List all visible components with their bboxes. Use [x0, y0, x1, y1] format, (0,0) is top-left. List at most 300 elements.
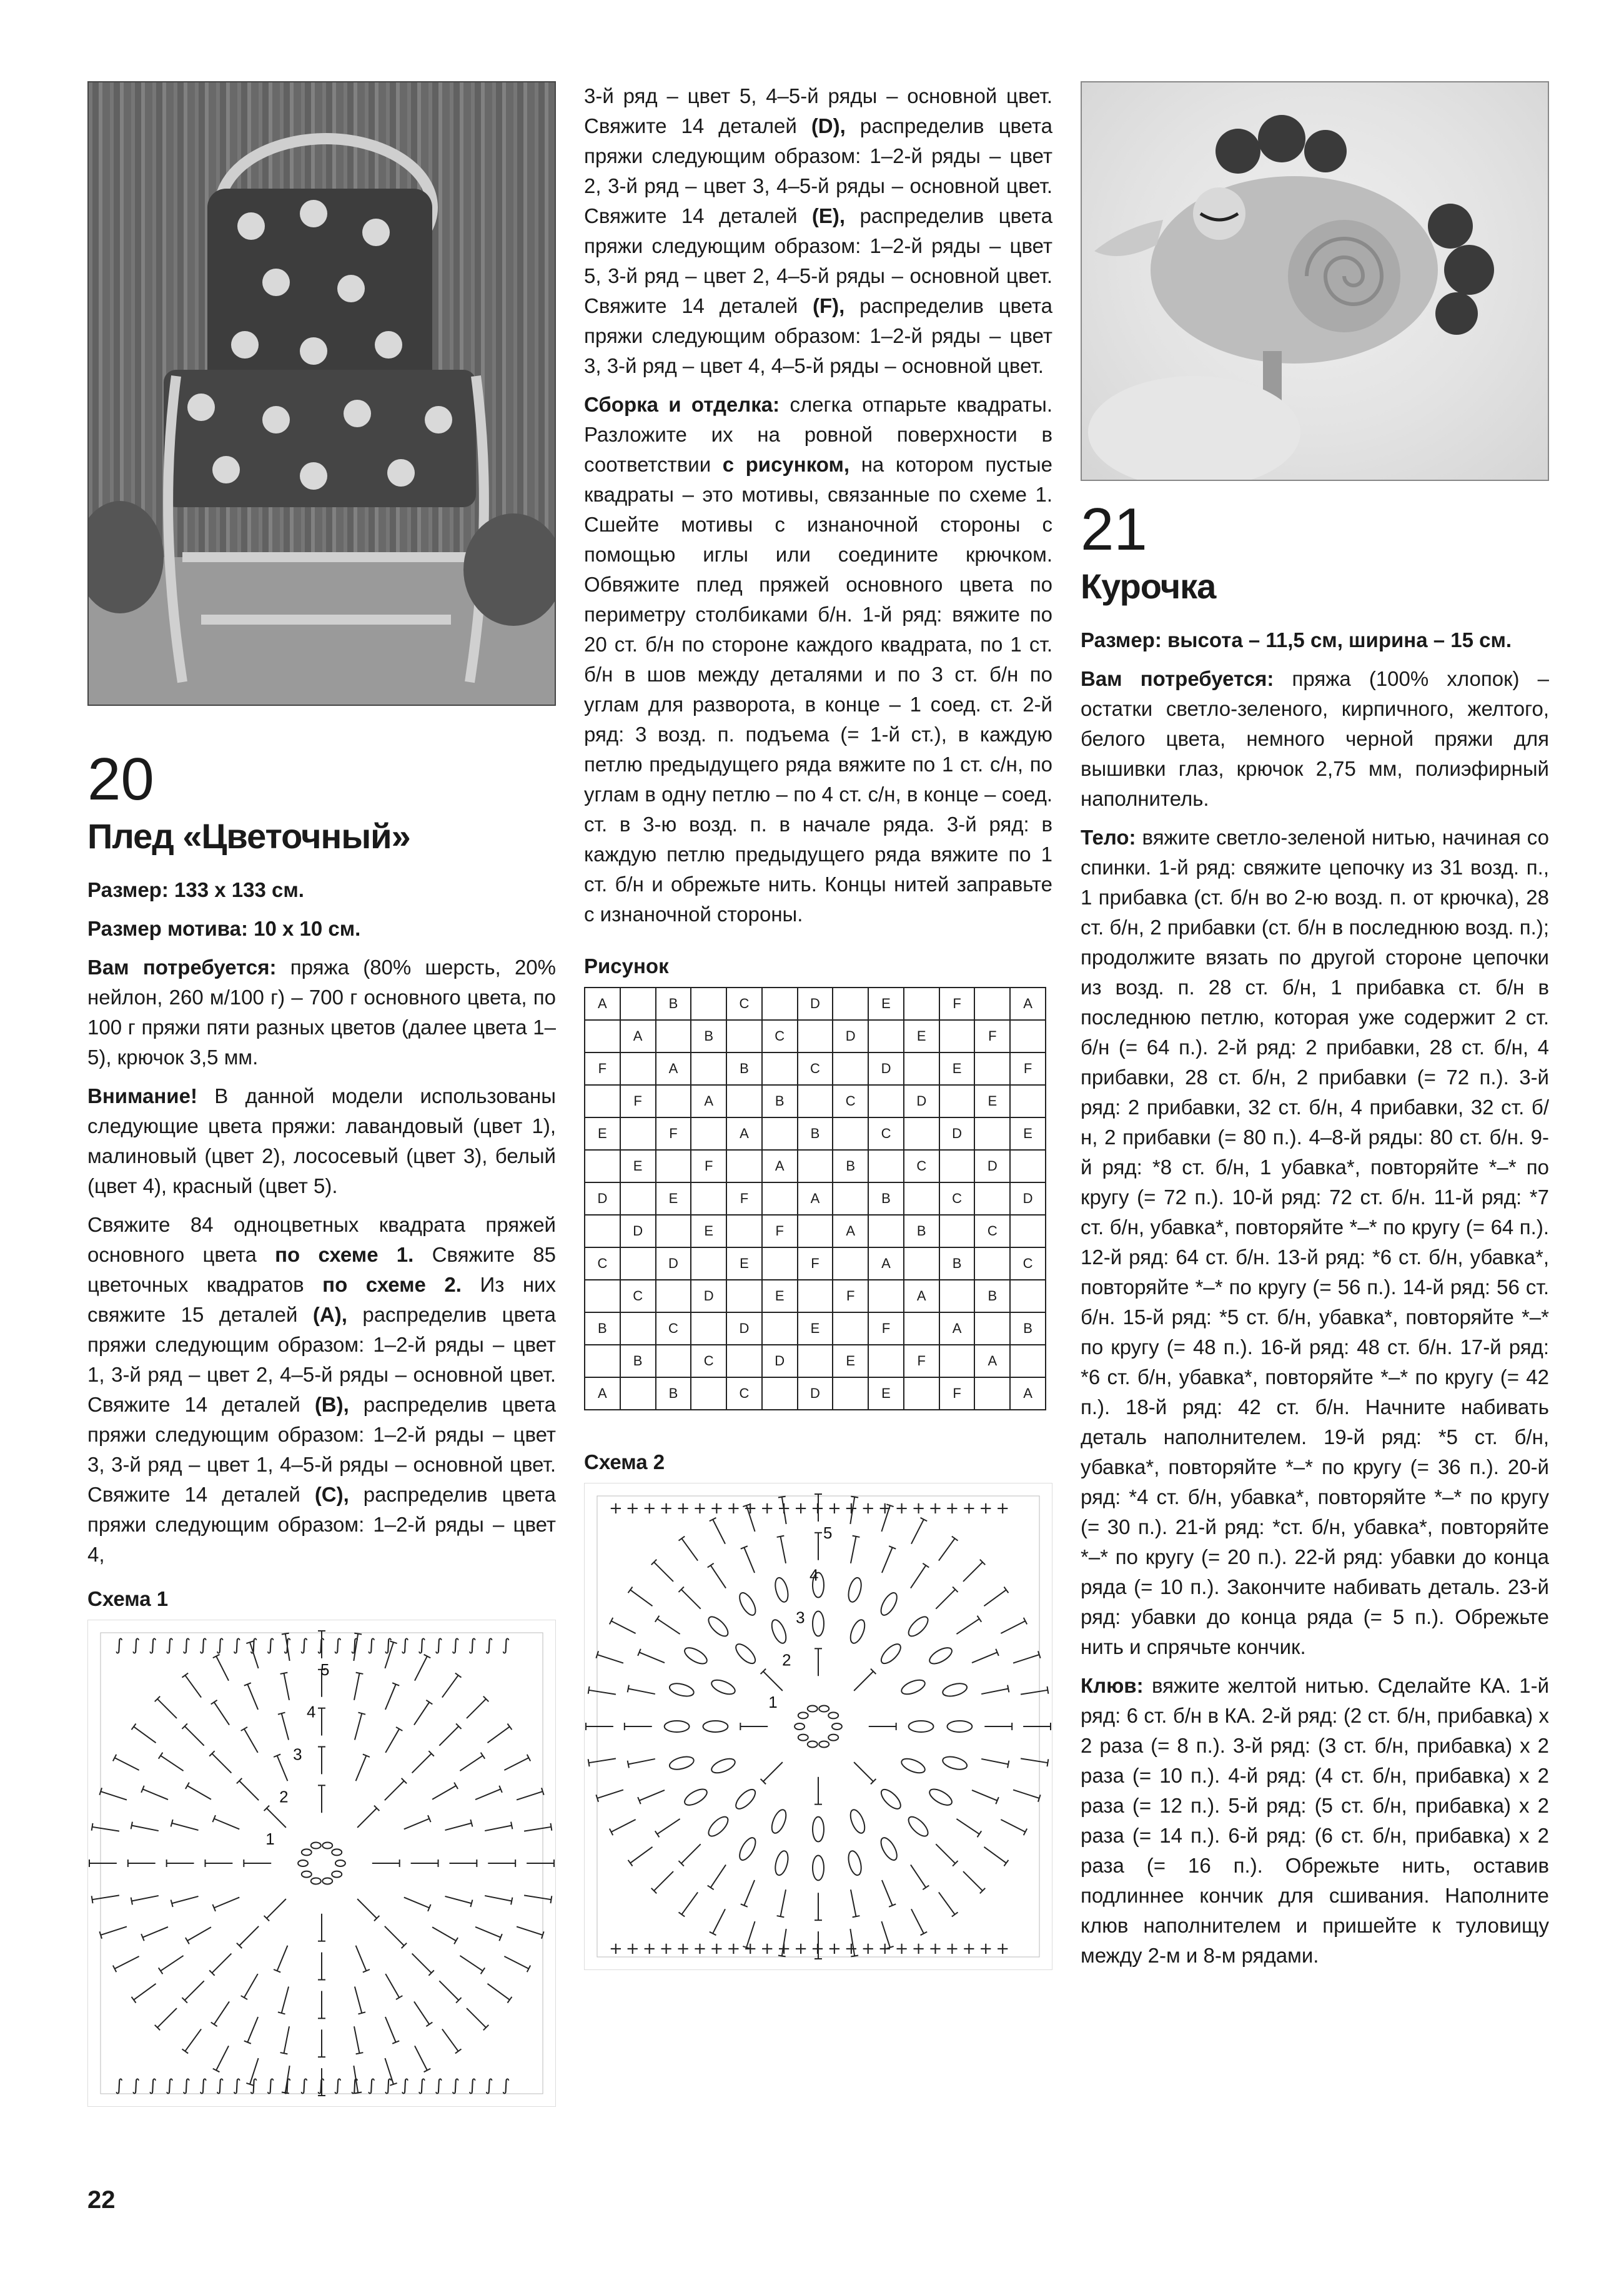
scheme1-diagram — [87, 1620, 556, 2107]
grid-cell — [620, 1377, 656, 1410]
stitch-mark — [475, 1789, 501, 1800]
grid-cell: E — [833, 1345, 868, 1377]
stitch-puff — [848, 1618, 868, 1645]
stitch-mark — [132, 1997, 136, 2003]
stitch-mark — [385, 1729, 399, 1753]
stitch-puff — [668, 1755, 695, 1772]
grid-cell — [762, 1312, 798, 1345]
grid-cell: D — [1010, 1182, 1046, 1215]
stitch-mark — [588, 1686, 590, 1694]
grid-cell — [798, 1280, 833, 1312]
grid-cell: E — [585, 1117, 620, 1150]
chain-stitch — [302, 1849, 312, 1855]
stitch-mark — [504, 1956, 528, 1969]
grid-cell — [833, 1182, 868, 1215]
stitch-puff — [899, 1756, 927, 1776]
edge-stitch: + — [625, 1939, 640, 1959]
item-number: 21 — [1081, 496, 1147, 563]
stitch-mark — [777, 1536, 785, 1537]
chain-stitch — [311, 1878, 321, 1884]
stitch-mark — [385, 1974, 399, 1998]
edge-stitch: ∫ — [434, 2076, 443, 2096]
grid-cell: E — [691, 1215, 726, 1247]
edge-stitch: ∫ — [468, 2076, 477, 2096]
edge-stitch: ∫ — [249, 2076, 259, 2096]
stitch-mark — [241, 1727, 247, 1731]
stitch-mark — [214, 1819, 240, 1830]
edge-stitch: ∫ — [502, 1635, 510, 1655]
item-title: Плед «Цветочный» — [87, 816, 410, 856]
stitch-mark — [504, 1758, 528, 1770]
stitch-puff — [773, 1577, 791, 1603]
stitch-mark — [1008, 1761, 1009, 1768]
stitch-mark — [132, 1723, 136, 1730]
stitch-mark — [1008, 1685, 1009, 1693]
grid-cell: B — [620, 1345, 656, 1377]
grid-cell — [904, 1312, 939, 1345]
grid-cell — [620, 1052, 656, 1085]
stitch-mark — [284, 2026, 289, 2053]
edge-stitch: ∫ — [283, 1635, 292, 1655]
grid-cell: D — [762, 1345, 798, 1377]
edge-stitch: + — [844, 1939, 858, 1959]
chain-stitch — [808, 1741, 818, 1747]
grid-cell — [798, 1215, 833, 1247]
grid-cell: F — [585, 1052, 620, 1085]
edge-stitch: ∫ — [300, 2076, 309, 2096]
grid-cell: B — [974, 1280, 1010, 1312]
assembly-paragraph: Сборка и отделка: слегка отпарьте квадраты. Разложите их на ровной поверхности в соответствии с рисунком, на котором пустые квадраты – это мотивы, связанные по схеме 1. Сшейте мотивы с изнаночной стороны с помощью иглы или соедините крючком. Обвяжите плед пряжей основного цвета по периметру столбиками б/н. 1-й ряд: вяжите по 20 ст. б/н по стороне каждого квадрата, по 1 ст. б/н в шов между деталями и по 3 ст. б/н по углам для разворота, в конце – 1 соед. ст. 2-й ряд: 3 возд. п. подъема (= 1-й ст.), в каждую петлю предыдущего ряда вяжите по 1 ст. с/н, по углам в одну петлю – по 4 ст. с/н, в конце – соед. ст. в 3-ю возд. п. в начале ряда. 3-й ряд: в каждую петлю предыдущего ряда вяжите по 1 ст. б/н и обрежьте нить. Концы нитей заправьте с изнаночной стороны. — [584, 393, 1053, 926]
grid-cell: E — [1010, 1117, 1046, 1150]
stitch-mark — [711, 1864, 726, 1887]
stitch-mark — [851, 1537, 856, 1563]
stitch-mark — [157, 1699, 177, 1718]
edge-stitch: ∫ — [266, 1635, 275, 1655]
grid-row — [585, 1280, 1046, 1312]
edge-stitch: ∫ — [115, 2076, 124, 2096]
edge-stitch: + — [962, 1498, 976, 1518]
stitch-mark — [454, 1783, 458, 1789]
stitch-mark — [475, 1927, 501, 1938]
instructions-paragraph: Свяжите 84 одноцветных квадрата пряжей основного цвета по схеме 1. Свяжите 85 цветочных квадратов по схеме 2. Из них свяжите 15 деталей (A), распределив цвета пряжи следующим образом: 1–2-й ряды – цвет 1, 3-й ряд – цвет 2, 4–5-й ряды – основной цвет. Свяжите 14 деталей (B), распределив цвета пряжи следующим образом: 1–2-й ряды – цвет 3, 3-й ряд – цвет 1, 4–5-й ряды – основной цвет. Свяжите 14 деталей (C), распределив цвета пряжи следующим образом: 1–2-й ряды – цвет 4, — [87, 1213, 557, 1566]
grid-cell — [656, 1345, 691, 1377]
grid-cell — [620, 1117, 656, 1150]
grid-cell — [726, 1215, 762, 1247]
stitch-mark — [507, 1723, 512, 1730]
stitch-mark — [355, 1986, 362, 2013]
stitch-puff — [878, 1835, 899, 1863]
stitch-mark — [277, 1756, 288, 1781]
row-number: 5 — [320, 1661, 330, 1679]
edge-stitch: + — [642, 1498, 656, 1518]
stitch-mark — [239, 1781, 259, 1800]
stitch-mark — [589, 1758, 616, 1763]
stitch-mark — [415, 2046, 427, 2070]
stitch-mark — [744, 1880, 755, 1906]
column-left — [87, 81, 556, 2110]
edge-stitch: ∫ — [451, 2076, 460, 2096]
stitch-mark — [244, 1974, 258, 1998]
grid-cell: A — [620, 1020, 656, 1052]
chain-stitch — [819, 1741, 829, 1747]
stitch-mark — [412, 1954, 432, 1973]
stitch-mark — [678, 1912, 685, 1916]
edge-stitch: + — [911, 1939, 926, 1959]
edge-stitch: ∫ — [148, 2076, 157, 2096]
stitch-mark — [412, 1753, 432, 1773]
grid-cell — [939, 1280, 975, 1312]
stitch-mark — [956, 1819, 979, 1834]
grid-cell: B — [939, 1247, 975, 1280]
edge-stitch: ∫ — [468, 1635, 477, 1655]
stitch-mark — [681, 1844, 701, 1863]
stitch-mark — [657, 1619, 680, 1634]
row-number: 4 — [810, 1567, 819, 1585]
edge-stitch: ∫ — [350, 2076, 359, 2096]
stitch-mark — [588, 1759, 590, 1766]
stitch-mark — [396, 1727, 402, 1731]
stitch-mark — [511, 1898, 512, 1905]
grid-cell — [833, 988, 868, 1020]
grid-cell: A — [1010, 988, 1046, 1020]
edge-stitch: + — [608, 1498, 623, 1518]
grid-cell — [798, 1020, 833, 1052]
grid-cell: C — [1010, 1247, 1046, 1280]
edge-stitch: ∫ — [451, 1635, 460, 1655]
stitch-mark — [1001, 1820, 1025, 1832]
edge-stitch: ∫ — [317, 2076, 325, 2096]
grid-row — [585, 1345, 1046, 1377]
grid-cell: E — [656, 1182, 691, 1215]
edge-stitch: ∫ — [350, 1635, 359, 1655]
grid-cell: A — [726, 1117, 762, 1150]
grid-row — [585, 1052, 1046, 1085]
stitch-mark — [517, 1791, 543, 1800]
stitch-mark — [211, 1700, 217, 1705]
stitch-mark — [1004, 1860, 1008, 1866]
stitch-mark — [284, 1673, 289, 1700]
edge-stitch: ∫ — [199, 1635, 208, 1655]
stitch-mark — [426, 2023, 432, 2027]
edge-stitch: ∫ — [132, 2076, 141, 2096]
grid-cell: C — [868, 1117, 904, 1150]
chain-stitch — [808, 1706, 818, 1712]
edge-stitch: + — [794, 1498, 808, 1518]
chain-stitch — [332, 1871, 342, 1878]
grid-cell: D — [833, 1020, 868, 1052]
stitch-mark — [936, 1590, 955, 1609]
stitch-mark — [426, 1700, 432, 1705]
grid-cell — [762, 1247, 798, 1280]
stitch-mark — [681, 1590, 701, 1609]
scheme2-label: Схема 2 — [584, 1450, 665, 1473]
grid-cell — [762, 1182, 798, 1215]
edge-stitch: + — [777, 1939, 791, 1959]
grid-cell: C — [939, 1182, 975, 1215]
stitch-mark — [630, 1590, 653, 1606]
stitch-mark — [101, 1791, 127, 1800]
size-line: Размер: высота – 11,5 см, ширина – 15 см. — [1081, 628, 1512, 651]
stitch-mark — [485, 1825, 512, 1831]
stitch-mark — [280, 2053, 288, 2054]
grid-cell — [726, 1150, 762, 1182]
chain-stitch — [828, 1712, 838, 1718]
grid-cell — [904, 1052, 939, 1085]
grid-cell: D — [939, 1117, 975, 1150]
grid-cell — [762, 988, 798, 1020]
stitch-puff — [710, 1756, 737, 1776]
grid-row — [585, 1150, 1046, 1182]
grid-cell — [939, 1020, 975, 1052]
grid-cell — [904, 1377, 939, 1410]
stitch-mark — [923, 1563, 929, 1568]
stitch-mark — [763, 1671, 783, 1691]
stitch-mark — [654, 1871, 673, 1891]
stitch-mark — [161, 1756, 183, 1771]
stitch-mark — [187, 1927, 211, 1941]
stitch-mark — [132, 1896, 159, 1901]
stitch-mark — [216, 2046, 229, 2070]
stitch-mark — [851, 1497, 858, 1498]
stitch-mark — [239, 1926, 259, 1946]
edge-stitch: ∫ — [182, 1635, 191, 1655]
stitch-mark — [630, 1847, 653, 1863]
stitch-mark — [357, 1808, 377, 1828]
stitch-mark — [159, 1753, 163, 1759]
stitch-puff — [705, 1613, 731, 1639]
stitch-mark — [713, 1520, 725, 1544]
grid-cell: A — [1010, 1377, 1046, 1410]
edge-stitch: + — [878, 1498, 892, 1518]
grid-cell — [585, 1215, 620, 1247]
chain-stitch — [832, 1723, 842, 1730]
stitch-puff — [733, 1786, 758, 1812]
edge-stitch: + — [693, 1498, 707, 1518]
stitch-puff — [848, 1808, 868, 1835]
edge-stitch: ∫ — [334, 2076, 342, 2096]
stitch-puff — [813, 1611, 824, 1636]
grid-cell: C — [833, 1085, 868, 1117]
grid-cell: C — [691, 1345, 726, 1377]
stitch-mark — [711, 1565, 726, 1588]
stitch-mark — [432, 1927, 456, 1941]
stitch-mark — [936, 1844, 955, 1863]
edge-stitch: ∫ — [434, 1635, 443, 1655]
stitch-mark — [214, 1702, 229, 1725]
stitch-mark — [517, 1926, 543, 1935]
stitch-mark — [92, 1895, 119, 1899]
beak-paragraph: Клюв: вяжите желтой нитью. Сделайте КА. 1-й ряд: 6 ст. б/н в КА. 2-й ряд: (2 ст. б/н, прибавка) х 2 раза (= 8 п.). 3-й ряд: (3 ст. б/н, прибавка) х 2 раза (= 10 п.). 4-й ряд: (4 ст. б/н, прибавка) х 2 раза (= 12 п.). 5-й ряд: (5 ст. б/н, прибавка) х 2 раза (= 14 п.). 6-й ряд: (6 ст. б/н, прибавка) х 2 раза (= 16 п.). Обрежьте нить, оставив подлиннее кончик для сшивания. Наполните клюв наполнителем и пришейте к туловищу между 2-м и 8-м рядами. — [1081, 1674, 1550, 1967]
grid-cell: F — [798, 1247, 833, 1280]
stitch-mark — [460, 1956, 482, 1971]
edge-stitch: + — [945, 1939, 959, 1959]
chain-stitch — [298, 1860, 308, 1866]
stitch-mark — [939, 1538, 955, 1561]
stitch-mark — [442, 1675, 458, 1698]
grid-cell: F — [1010, 1052, 1046, 1085]
grid-cell: C — [726, 988, 762, 1020]
stitch-puff — [846, 1577, 864, 1603]
grid-cell: F — [833, 1280, 868, 1312]
grid-cell: B — [691, 1020, 726, 1052]
grid-cell — [868, 1345, 904, 1377]
grid-cell: B — [585, 1312, 620, 1345]
stitch-puff — [682, 1645, 710, 1666]
chain-stitch — [332, 1849, 342, 1855]
grid-cell — [833, 1052, 868, 1085]
grid-cell — [585, 1085, 620, 1117]
stitch-mark — [1001, 1621, 1025, 1633]
stitch-mark — [963, 1562, 983, 1582]
stitch-puff — [813, 1817, 824, 1842]
grid-cell — [656, 1085, 691, 1117]
stitch-mark — [708, 1563, 714, 1568]
stitch-mark — [385, 1926, 404, 1946]
grid-cell: D — [585, 1182, 620, 1215]
materials-paragraph: Вам потребуется: пряжа (100% хлопок) – остатки светло-зеленого, кирпичного, желтого, белого цвета, немного черной пряжи для вышивки глаз, крючок 2,75 мм, полиэфирный наполнитель. — [1081, 667, 1550, 810]
stitch-mark — [216, 1656, 229, 1681]
scheme1-label: Схема 1 — [87, 1587, 169, 1610]
stitch-mark — [639, 1790, 665, 1801]
edge-stitch: + — [726, 1939, 741, 1959]
edge-stitch: + — [743, 1498, 758, 1518]
grid-row — [585, 1117, 1046, 1150]
grid-cell — [585, 1280, 620, 1312]
materials-paragraph: Вам потребуется: пряжа (80% шерсть, 20% нейлон, 260 м/100 г) – 700 г основного цвета, по 100 г пряжи пяти разных цветов (далее цвета 1–5), крючок 3,5 мм. — [87, 956, 556, 1069]
grid-cell: F — [974, 1020, 1010, 1052]
grid-cell: B — [726, 1052, 762, 1085]
stitch-puff — [682, 1786, 710, 1808]
stitch-puff — [773, 1850, 791, 1876]
stitch-mark — [385, 2017, 396, 2043]
edge-stitch: + — [710, 1939, 724, 1959]
grid-cell — [868, 1150, 904, 1182]
grid-cell: E — [762, 1280, 798, 1312]
stitch-puff — [733, 1641, 758, 1666]
edge-stitch: + — [894, 1939, 909, 1959]
diagram-border — [597, 1496, 1039, 1957]
grid-cell: F — [939, 988, 975, 1020]
stitch-mark — [481, 1753, 485, 1759]
chain-stitch — [819, 1706, 829, 1712]
stitch-mark — [882, 1880, 893, 1906]
grid-cell: E — [939, 1052, 975, 1085]
edge-stitch: + — [659, 1939, 673, 1959]
grid-cell: B — [656, 1377, 691, 1410]
grid-cell: E — [726, 1247, 762, 1280]
stitch-mark — [589, 1690, 616, 1695]
grid-cell — [726, 1280, 762, 1312]
edge-stitch: + — [794, 1939, 808, 1959]
grid-cell — [868, 1085, 904, 1117]
edge-stitch: + — [828, 1498, 841, 1518]
blanket-chair-photo — [87, 81, 556, 706]
grid-cell: F — [904, 1345, 939, 1377]
edge-stitch: ∫ — [249, 1635, 259, 1655]
grid-cell — [974, 1182, 1010, 1215]
grid-cell: A — [939, 1312, 975, 1345]
grid-cell: C — [974, 1215, 1010, 1247]
grid-cell — [620, 1312, 656, 1345]
edge-stitch: ∫ — [384, 2076, 393, 2096]
grid-cell — [939, 1150, 975, 1182]
stitch-puff — [736, 1590, 758, 1618]
stitch-puff — [927, 1645, 954, 1666]
grid-cell: D — [974, 1150, 1010, 1182]
stitch-mark — [385, 1781, 404, 1800]
stitch-mark — [354, 2026, 360, 2053]
column-middle — [584, 81, 1052, 1973]
stitch-mark — [355, 1713, 362, 1740]
edge-stitch: ∫ — [232, 2076, 242, 2096]
stitch-mark — [241, 1996, 247, 1999]
edge-stitch: + — [996, 1498, 1010, 1518]
edge-stitch: ∫ — [334, 1635, 342, 1655]
stitch-mark — [681, 1892, 698, 1914]
stitch-mark — [963, 1871, 983, 1891]
grid-cell: E — [620, 1150, 656, 1182]
stitch-puff — [941, 1681, 968, 1699]
edge-stitch: + — [811, 1939, 824, 1959]
stitch-mark — [628, 1688, 655, 1694]
edge-stitch: + — [878, 1939, 892, 1959]
edge-stitch: + — [996, 1939, 1010, 1959]
stitch-mark — [1004, 1587, 1008, 1593]
edge-stitch: + — [979, 1498, 993, 1518]
stitch-mark — [780, 1537, 786, 1563]
edge-stitch: + — [911, 1498, 926, 1518]
grid-cell — [726, 1085, 762, 1117]
stitch-mark — [978, 1616, 982, 1622]
edge-stitch: + — [760, 1498, 775, 1518]
stitch-mark — [923, 1886, 929, 1890]
edge-stitch: + — [928, 1939, 943, 1959]
stitch-mark — [467, 2008, 486, 2028]
edge-stitch: + — [760, 1939, 775, 1959]
row-number: 1 — [768, 1694, 778, 1712]
stitch-mark — [134, 1726, 156, 1743]
stitch-mark — [280, 1673, 288, 1674]
stitch-mark — [744, 1547, 755, 1573]
edge-stitch: + — [979, 1939, 993, 1959]
stitch-mark — [1047, 1686, 1048, 1694]
stitch-mark — [396, 1996, 402, 1999]
stitch-mark — [92, 1896, 93, 1903]
stitch-puff — [878, 1641, 904, 1666]
stitch-mark — [134, 1984, 156, 2000]
stitch-mark — [524, 1827, 551, 1831]
grid-cell — [585, 1150, 620, 1182]
grid-row — [585, 1215, 1046, 1247]
stitch-mark — [611, 1820, 636, 1832]
stitch-mark — [454, 1938, 458, 1944]
grid-cell — [904, 1247, 939, 1280]
grid-cell — [974, 1247, 1010, 1280]
stitch-mark — [911, 1565, 926, 1588]
grid-cell: E — [868, 1377, 904, 1410]
grid-cell: B — [798, 1117, 833, 1150]
edge-stitch: + — [861, 1498, 875, 1518]
grid-cell — [868, 1280, 904, 1312]
stitch-mark — [172, 1823, 198, 1830]
stitch-mark — [131, 1822, 132, 1830]
edge-stitch: ∫ — [367, 1635, 376, 1655]
grid-cell — [833, 1117, 868, 1150]
stitch-mark — [354, 1673, 360, 1700]
edge-stitch: + — [659, 1498, 673, 1518]
stitch-puff — [703, 1721, 728, 1732]
chair-illustration — [89, 82, 556, 706]
